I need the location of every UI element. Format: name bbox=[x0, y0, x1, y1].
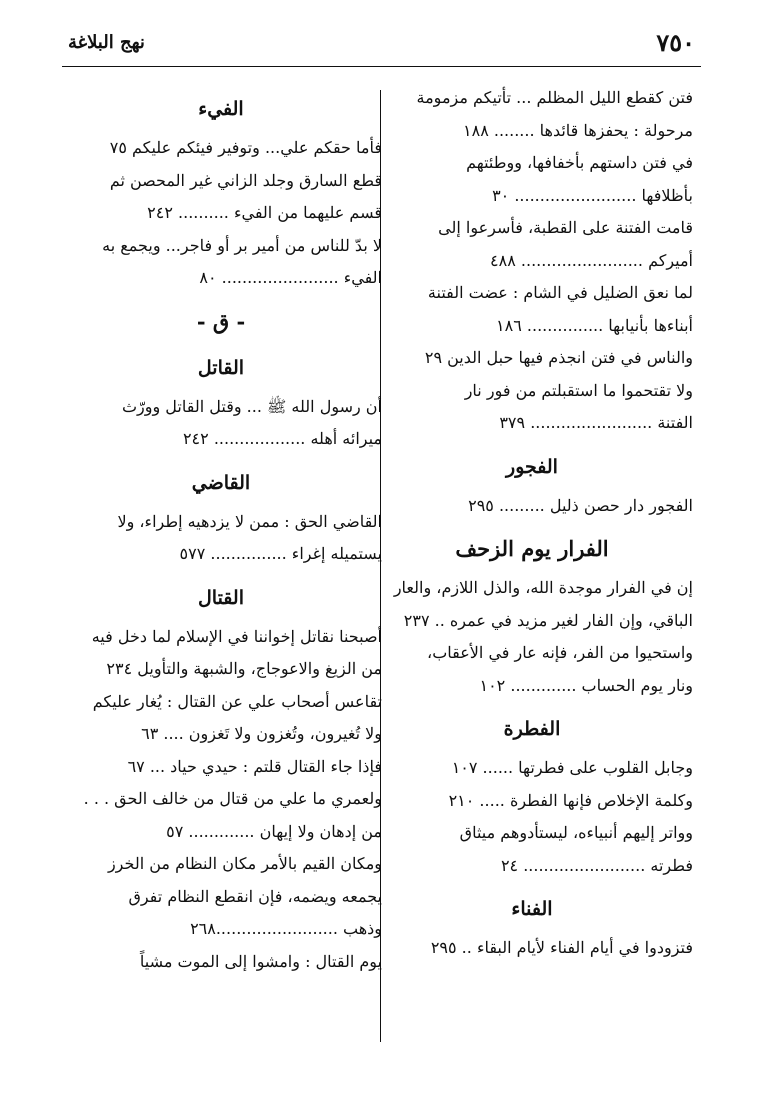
section-heading-qadi: القاضي bbox=[191, 471, 251, 494]
entry-line: تقاعس أصحاب علي عن القتال : يُغار عليكم bbox=[92, 691, 382, 711]
entry-line: يستميله إغراء ............... ٥٧٧ bbox=[179, 544, 382, 563]
section-heading-qatil: القاتل bbox=[197, 356, 245, 379]
entry-line: يوم القتال : وامشوا إلى الموت مشياً bbox=[139, 951, 382, 971]
entry-line: واستحيوا من الفر، فإنه عار في الأعقاب، bbox=[427, 643, 693, 662]
entry-line: الباقي، وإن الفار لغير مزيد في عمره .. ٢٣٧ bbox=[403, 610, 693, 630]
page-number: ٧٥٠ bbox=[656, 28, 695, 57]
entry-line: والناس في فتن انجذم فيها حبل الدين ٢٩ bbox=[424, 348, 693, 367]
entry-line: وكلمة الإخلاص فإنها الفطرة ..... ٢١٠ bbox=[448, 790, 693, 810]
entry-line: وذهب ........................٢٦٨ bbox=[190, 919, 382, 938]
entry-line: بأظلافها ........................ ٣٠ bbox=[492, 185, 693, 205]
entry-line: إن في الفرار موجدة الله، والذل اللازم، والعار bbox=[393, 578, 693, 597]
section-heading-fujur: الفجور bbox=[506, 455, 558, 478]
page-header bbox=[62, 22, 701, 67]
entry-line: أميركم ........................ ٤٨٨ bbox=[490, 250, 693, 270]
entry-line: ولا تُغيرون، وتُغزون ولا تَغزون .... ٦٣ bbox=[141, 724, 382, 743]
section-heading-fitra: الفطرة bbox=[503, 718, 561, 740]
entry-line: القاضي الحق : ممن لا يزدهيه إطراء، ولا bbox=[117, 511, 382, 531]
running-title: نهج البلاغة bbox=[68, 32, 145, 53]
section-heading-fay: الفيء bbox=[198, 98, 244, 120]
entry-line: ميرائه أهله .................. ٢٤٢ bbox=[182, 429, 382, 448]
entry-line: فتن كقطع الليل المظلم ... تأتيكم مزمومة bbox=[416, 88, 693, 107]
fitan-entries bbox=[371, 82, 693, 440]
entry-line: قسم عليهما من الفيء .......... ٢٤٢ bbox=[147, 203, 382, 222]
entry-line: يجمعه ويضمه، فإن انقطع النظام تفرق bbox=[128, 886, 382, 906]
entry-line: قامت الفتنة على القطبة، فأسرعوا إلى bbox=[438, 218, 693, 237]
entry-line: ولعمري ما علي من قتال من خالف الحق . . . bbox=[83, 789, 382, 808]
entry-line: وجابل القلوب على فطرتها ...... ١٠٧ bbox=[451, 758, 693, 777]
entry-line: ومكان القيم بالأمر مكان النظام من الخرز bbox=[107, 854, 382, 873]
entry-line: فأما حقكم علي... وتوفير فيئكم عليكم ٧٥ bbox=[109, 138, 382, 157]
section-heading-firar: الفرار يوم الزحف bbox=[455, 536, 609, 561]
entry-line: فإذا جاء القتال قلتم : حيدي حياد ... ٦٧ bbox=[127, 756, 382, 776]
entry-line: من الزيغ والاعوجاج، والشبهة والتأويل ٢٣٤ bbox=[106, 659, 382, 678]
entry-line: لا بدّ للناس من أمير بر أو فاجر... ويجمع به bbox=[102, 235, 382, 255]
entry-line: لما نعق الضليل في الشام : عضت الفتنة bbox=[427, 283, 693, 302]
letter-heading-qaf: - ق - bbox=[196, 308, 246, 334]
entry-line: مرحولة : يحفزها قائدها ........ ١٨٨ bbox=[463, 120, 693, 140]
entry-line: ولا تقتحموا ما استقبلتم من فور نار bbox=[464, 380, 693, 400]
entry-line: أن رسول الله ﷺ ... وقتل القاتل وورّث bbox=[121, 396, 382, 416]
right-column bbox=[371, 82, 693, 965]
entry-line: فتزودوا في أيام الفناء لأيام البقاء .. ٢٩٥ bbox=[430, 938, 693, 957]
section-heading-fana: الفناء bbox=[511, 898, 553, 920]
entry-line: الفتنة ........................ ٣٧٩ bbox=[499, 413, 693, 432]
entry-line: فطرته ........................ ٢٤ bbox=[500, 855, 693, 875]
entry-line: الفيء ....................... ٨٠ bbox=[199, 268, 382, 287]
entry-line: من إدهان ولا إيهان ............. ٥٧ bbox=[166, 821, 382, 841]
entry-line: في فتن داستهم بأخفافها، ووطئتهم bbox=[466, 153, 693, 172]
entry-line: الفجور دار حصن ذليل ......... ٢٩٥ bbox=[468, 495, 693, 515]
left-column bbox=[60, 82, 382, 978]
entry-line: وواتر إليهم أنبياءه، ليستأدوهم ميثاق bbox=[459, 823, 693, 842]
entry-line: قطع السارق وجلد الزاني غير المحصن ثم bbox=[109, 170, 382, 190]
entry-line: ونار يوم الحساب ............. ١٠٢ bbox=[479, 675, 693, 695]
entry-line: أصبحنا نقاتل إخواننا في الإسلام لما دخل فيه bbox=[91, 626, 382, 646]
entry-line: أبناءها بأنيابها ............... ١٨٦ bbox=[496, 315, 693, 335]
section-heading-qital: القتال bbox=[197, 586, 244, 609]
